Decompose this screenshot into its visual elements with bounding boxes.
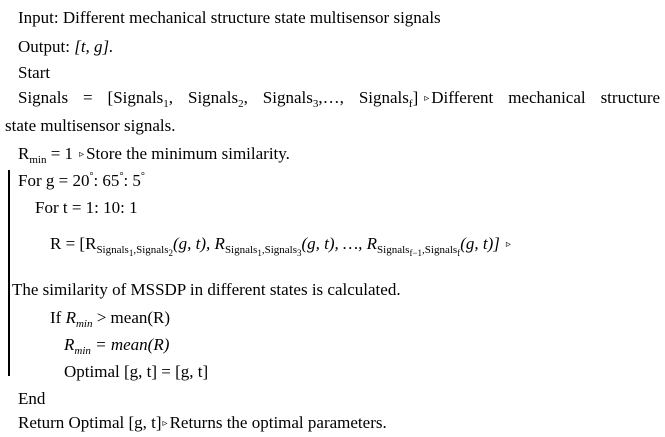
loop-bracket-bar (8, 170, 10, 376)
r-assign-line: $R = [R_{Signals_1,Signals_2}(g$, t), $R_{Signals_1,Signals_3}(g$, t), …, $R_{Signals_{f-1},Signals_f}(g$, t)] ▹ (50, 234, 511, 258)
if-line: If $R_{min}$ > mean(R) (50, 308, 171, 330)
similarity-note-line: The similarity of MSSDP in different states is calculated. (12, 280, 401, 299)
signals-line: Signals = [Signals$_1$, Signals$_2$, Signals$_3$,…, Signals$_f$] ▹ Different mechanical structure (18, 88, 661, 110)
output-value: [t, g]. (74, 37, 114, 56)
start-line: Start (18, 63, 51, 82)
rmin-init-line: $R_{min} = 1$ ▹ Store the minimum similarity. (18, 144, 290, 166)
comment-triangle-icon: ▹ (162, 418, 168, 429)
for-g-line: For g = 20°: 65°: 5° (18, 171, 145, 190)
output-label: Output: (18, 37, 70, 56)
comment-triangle-icon: ▹ (505, 239, 511, 250)
comment-triangle-icon: ▹ (424, 93, 430, 104)
return-line: Return Optimal [g, t]▹ Returns the optimal parameters. (18, 413, 387, 432)
comment-triangle-icon: ▹ (79, 149, 85, 160)
signals-comment-continued: state multisensor signals. (5, 116, 176, 135)
input-line: Input: Different mechanical structure state multisensor signals (18, 8, 441, 27)
optimal-line: Optimal [g, t] = [g, t] (64, 362, 209, 381)
output-line (18, 38, 113, 55)
for-t-line: For t = 1: 10: 1 (35, 198, 138, 217)
end-line: End (18, 389, 46, 408)
rmin-assign-line: $R_{min}$ = mean(R) (64, 335, 170, 357)
